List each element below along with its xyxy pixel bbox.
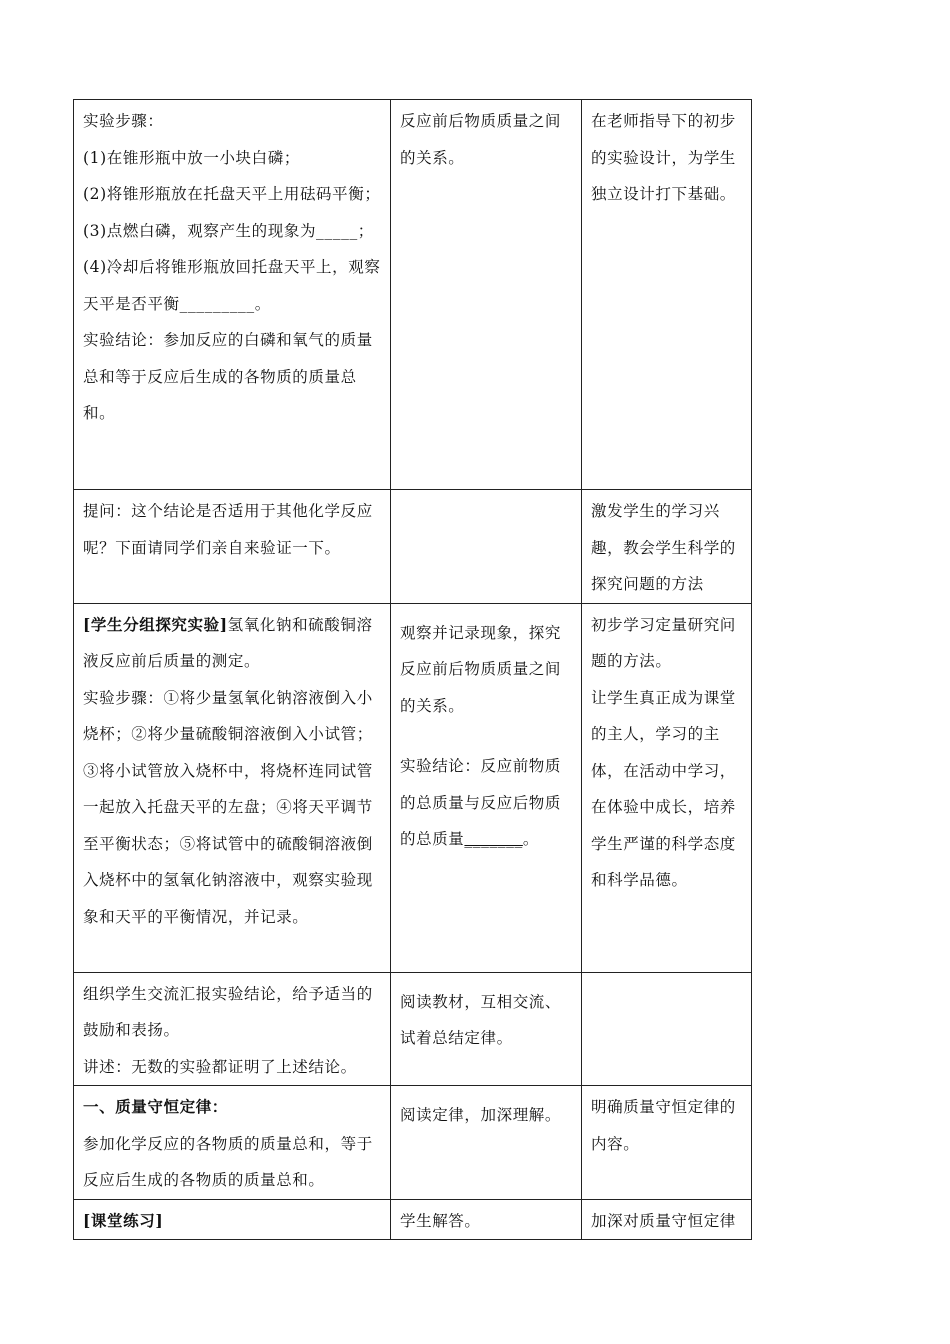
table-row — [74, 1199, 752, 1240]
text-line: 阅读定律，加深理解。 — [400, 1106, 562, 1124]
text-line: 学生解答。 — [400, 1211, 481, 1230]
cell-teacher-activity — [74, 603, 391, 972]
table-row — [74, 1086, 752, 1200]
conclusion-text: 实验结论：反应前物质的总质量与反应后物质的总质量 — [400, 757, 562, 848]
cell-teacher-activity — [74, 1199, 391, 1240]
cell-student-activity — [391, 100, 582, 490]
cell-student-activity — [391, 490, 582, 604]
section-heading: [课堂练习] — [83, 1210, 164, 1230]
text-line: 加深对质量守恒定律 — [591, 1211, 736, 1230]
lesson-plan-table — [73, 99, 752, 1240]
text-line: (3)点燃白磷，观察产生的现象为_____； — [83, 221, 374, 240]
cell-student-activity — [391, 1199, 582, 1240]
cell-design-intent — [582, 490, 752, 604]
text-line — [83, 607, 382, 680]
text-line: 激发学生的学习兴趣，教会学生科学的探究问题的方法 — [591, 502, 736, 593]
cell-student-activity — [391, 1086, 582, 1200]
text-line: 让学生真正成为课堂的主人，学习的主体，在活动中学习，在体验中成长，培养学生严谨的科学态度和科学品德。 — [591, 688, 736, 889]
cell-teacher-activity — [74, 1086, 391, 1200]
spacer — [400, 724, 573, 748]
spacer — [400, 976, 573, 984]
cell-design-intent — [582, 1199, 752, 1240]
text-line: (1)在锥形瓶中放一小块白磷； — [83, 148, 300, 167]
conclusion-end: 。 — [522, 830, 539, 848]
text-line: 阅读教材，互相交流、试着总结定律。 — [400, 992, 562, 1047]
text-line: 明确质量守恒定律的内容。 — [591, 1098, 736, 1153]
text-line: (2)将锥形瓶放在托盘天平上用砝码平衡； — [83, 185, 381, 203]
heading-rest: 氢氧化钠和硫酸铜溶液反应前后质量的测定。 — [83, 615, 373, 670]
cell-design-intent — [582, 603, 752, 972]
answer-blank: _______ — [464, 830, 523, 848]
section-heading: [学生分组探究实验] — [83, 614, 228, 634]
text-line: 反应前后物质质量之间的关系。 — [400, 112, 562, 167]
text-line: 组织学生交流汇报实验结论，给予适当的鼓励和表扬。 — [83, 984, 373, 1039]
cell-student-activity — [391, 972, 582, 1086]
table-row — [74, 603, 752, 972]
text-line — [400, 748, 573, 858]
cell-teacher-activity — [74, 100, 391, 490]
table-row — [74, 100, 752, 490]
text-line: 实验步骤：①将少量氢氧化钠溶液倒入小烧杯；②将少量硫酸铜溶液倒入小试管；③将小试管放入烧杯中，将烧杯连同试管一起放入托盘天平的左盘；④将天平调节至平衡状态；⑤将试管中的硫酸铜溶液倒入烧杯中的氢氧化钠溶液中，观察实验现象和天平的平衡情况，并记录。 — [83, 688, 373, 926]
cell-design-intent — [582, 972, 752, 1086]
text-line: 在老师指导下的初步的实验设计，为学生独立设计打下基础。 — [591, 112, 736, 203]
spacer — [400, 607, 573, 615]
table-row — [74, 972, 752, 1086]
cell-teacher-activity — [74, 490, 391, 604]
cell-design-intent — [582, 100, 752, 490]
text-line: 实验步骤： — [83, 112, 164, 130]
section-heading: 一、质量守恒定律： — [83, 1097, 228, 1116]
text-line: 提问：这个结论是否适用于其他化学反应呢？下面请同学们亲自来验证一下。 — [83, 502, 373, 557]
text-line: 实验结论：参加反应的白磷和氧气的质量总和等于反应后生成的各物质的质量总和。 — [83, 331, 373, 422]
text-line: 讲述：无数的实验都证明了上述结论。 — [83, 1057, 357, 1076]
spacer — [400, 1089, 573, 1097]
text-line: 参加化学反应的各物质的质量总和，等于反应后生成的各物质的质量总和。 — [83, 1134, 373, 1189]
table-row — [74, 490, 752, 604]
text-line: 观察并记录现象，探究反应前后物质质量之间的关系。 — [400, 623, 562, 715]
text-line: (4)冷却后将锥形瓶放回托盘天平上，观察天平是否平衡_________。 — [83, 258, 381, 313]
text-line: 初步学习定量研究问题的方法。 — [591, 615, 736, 670]
cell-student-activity — [391, 603, 582, 972]
cell-design-intent — [582, 1086, 752, 1200]
cell-teacher-activity — [74, 972, 391, 1086]
